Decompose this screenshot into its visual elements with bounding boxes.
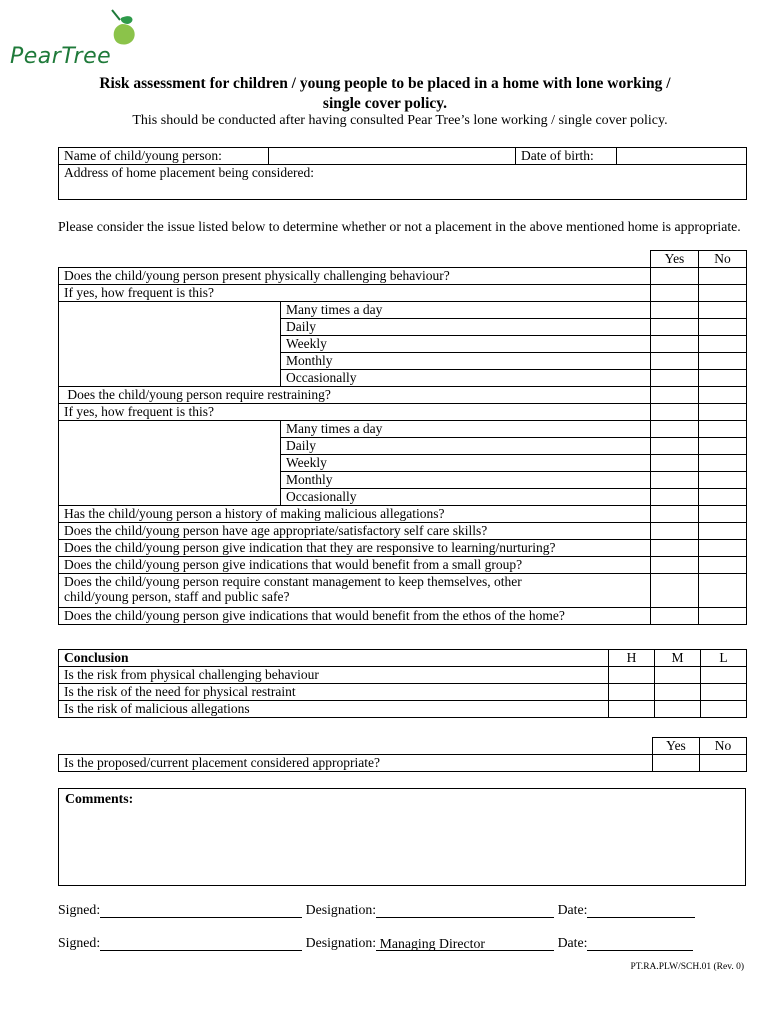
- address-field[interactable]: [59, 165, 747, 200]
- no-checkbox[interactable]: [699, 387, 747, 404]
- yes-header: Yes: [653, 738, 700, 755]
- signature-field[interactable]: [100, 903, 302, 918]
- no-checkbox[interactable]: [699, 557, 747, 574]
- question-frequency: If yes, how frequent is this?: [59, 285, 651, 302]
- date-field[interactable]: [587, 903, 695, 918]
- medium-header: M: [655, 650, 701, 667]
- designation-field[interactable]: Managing Director: [376, 936, 554, 951]
- address-label: Address of home placement being considered:: [64, 165, 315, 180]
- yes-checkbox[interactable]: [651, 455, 699, 472]
- frequency-option: Occasionally: [281, 489, 651, 506]
- frequency-option: Many times a day: [281, 302, 651, 319]
- frequency-option: Daily: [281, 319, 651, 336]
- low-checkbox[interactable]: [701, 701, 747, 718]
- logo-text: PearTree: [10, 44, 112, 69]
- no-checkbox[interactable]: [699, 472, 747, 489]
- name-field[interactable]: [269, 148, 516, 165]
- signature-line-1: Signed: Designation: Date:: [58, 902, 695, 918]
- no-header: No: [700, 738, 747, 755]
- frequency-option: Daily: [281, 438, 651, 455]
- conclusion-row: Is the risk of the need for physical restraint: [59, 684, 609, 701]
- no-checkbox[interactable]: [699, 489, 747, 506]
- medium-checkbox[interactable]: [655, 701, 701, 718]
- dob-field[interactable]: [617, 148, 747, 165]
- frequency-option: Weekly: [281, 455, 651, 472]
- no-checkbox[interactable]: [699, 353, 747, 370]
- yes-checkbox[interactable]: [651, 523, 699, 540]
- yes-checkbox[interactable]: [651, 438, 699, 455]
- conclusion-table: [58, 649, 747, 718]
- question-management: Does the child/young person require constant management to keep themselves, other child/young person, staff and public safe?: [59, 574, 651, 608]
- no-checkbox[interactable]: [699, 608, 747, 625]
- signature-field[interactable]: [100, 936, 302, 951]
- details-table: [58, 147, 747, 200]
- question-physical: Does the child/young person present physically challenging behaviour?: [59, 268, 651, 285]
- pear-icon: [8, 8, 143, 48]
- medium-checkbox[interactable]: [655, 667, 701, 684]
- low-checkbox[interactable]: [701, 667, 747, 684]
- no-checkbox[interactable]: [699, 438, 747, 455]
- yes-checkbox[interactable]: [651, 336, 699, 353]
- no-checkbox[interactable]: [700, 755, 747, 772]
- question-self-care: Does the child/young person have age appropriate/satisfactory self care skills?: [59, 523, 651, 540]
- no-checkbox[interactable]: [699, 421, 747, 438]
- high-header: H: [609, 650, 655, 667]
- no-checkbox[interactable]: [699, 336, 747, 353]
- yes-checkbox[interactable]: [651, 574, 699, 608]
- question-small-group: Does the child/young person give indications that would benefit from a small group?: [59, 557, 651, 574]
- no-checkbox[interactable]: [699, 302, 747, 319]
- document-reference: PT.RA.PLW/SCH.01 (Rev. 0): [630, 962, 744, 972]
- question-ethos: Does the child/young person give indications that would benefit from the ethos of the home?: [59, 608, 651, 625]
- question-allegations: Has the child/young person a history of making malicious allegations?: [59, 506, 651, 523]
- yes-checkbox[interactable]: [651, 370, 699, 387]
- high-checkbox[interactable]: [609, 684, 655, 701]
- question-frequency: If yes, how frequent is this?: [59, 404, 651, 421]
- signature-line-2: Signed: Designation: Managing Director Date:: [58, 935, 693, 951]
- yes-header: Yes: [651, 251, 699, 268]
- comments-box[interactable]: [58, 788, 746, 886]
- yes-checkbox[interactable]: [651, 489, 699, 506]
- frequency-option: Occasionally: [281, 370, 651, 387]
- medium-checkbox[interactable]: [655, 684, 701, 701]
- no-header: No: [699, 251, 747, 268]
- frequency-option: Weekly: [281, 336, 651, 353]
- yes-checkbox[interactable]: [651, 387, 699, 404]
- yes-checkbox[interactable]: [653, 755, 700, 772]
- name-label: Name of child/young person:: [59, 148, 269, 165]
- high-checkbox[interactable]: [609, 667, 655, 684]
- yes-checkbox[interactable]: [651, 506, 699, 523]
- yes-checkbox[interactable]: [651, 540, 699, 557]
- frequency-option: Monthly: [281, 353, 651, 370]
- yes-checkbox[interactable]: [651, 268, 699, 285]
- no-checkbox[interactable]: [699, 268, 747, 285]
- question-restraining: Does the child/young person require restraining?: [59, 387, 651, 404]
- dob-label: Date of birth:: [516, 148, 617, 165]
- comments-label: Comments:: [65, 791, 134, 806]
- placement-question: Is the proposed/current placement considered appropriate?: [59, 755, 653, 772]
- questions-table: [58, 250, 747, 625]
- page-title: Risk assessment for children / young people to be placed in a home with lone working / single cover policy.: [99, 75, 671, 112]
- pear-tree-logo: [8, 8, 143, 68]
- no-checkbox[interactable]: [699, 319, 747, 336]
- designation-field[interactable]: [376, 903, 554, 918]
- no-checkbox[interactable]: [699, 506, 747, 523]
- yes-checkbox[interactable]: [651, 472, 699, 489]
- instructions: Please consider the issue listed below to determine whether or not a placement in the above mentioned home is appropriate.: [58, 219, 741, 234]
- conclusion-row: Is the risk of malicious allegations: [59, 701, 609, 718]
- yes-checkbox[interactable]: [651, 557, 699, 574]
- yes-checkbox[interactable]: [651, 421, 699, 438]
- placement-table: [58, 737, 747, 772]
- no-checkbox[interactable]: [699, 574, 747, 608]
- no-checkbox[interactable]: [699, 523, 747, 540]
- no-checkbox[interactable]: [699, 370, 747, 387]
- date-field[interactable]: [587, 936, 693, 951]
- frequency-option: Monthly: [281, 472, 651, 489]
- low-checkbox[interactable]: [701, 684, 747, 701]
- no-checkbox[interactable]: [699, 540, 747, 557]
- question-learning: Does the child/young person give indication that they are responsive to learning/nurturing?: [59, 540, 651, 557]
- yes-checkbox[interactable]: [651, 319, 699, 336]
- high-checkbox[interactable]: [609, 701, 655, 718]
- yes-checkbox[interactable]: [651, 302, 699, 319]
- yes-checkbox[interactable]: [651, 353, 699, 370]
- subtitle: This should be conducted after having consulted Pear Tree’s lone working / single cover policy.: [132, 113, 668, 128]
- low-header: L: [701, 650, 747, 667]
- frequency-option: Many times a day: [281, 421, 651, 438]
- yes-checkbox[interactable]: [651, 608, 699, 625]
- conclusion-row: Is the risk from physical challenging behaviour: [59, 667, 609, 684]
- no-checkbox[interactable]: [699, 455, 747, 472]
- conclusion-heading: Conclusion: [59, 650, 609, 667]
